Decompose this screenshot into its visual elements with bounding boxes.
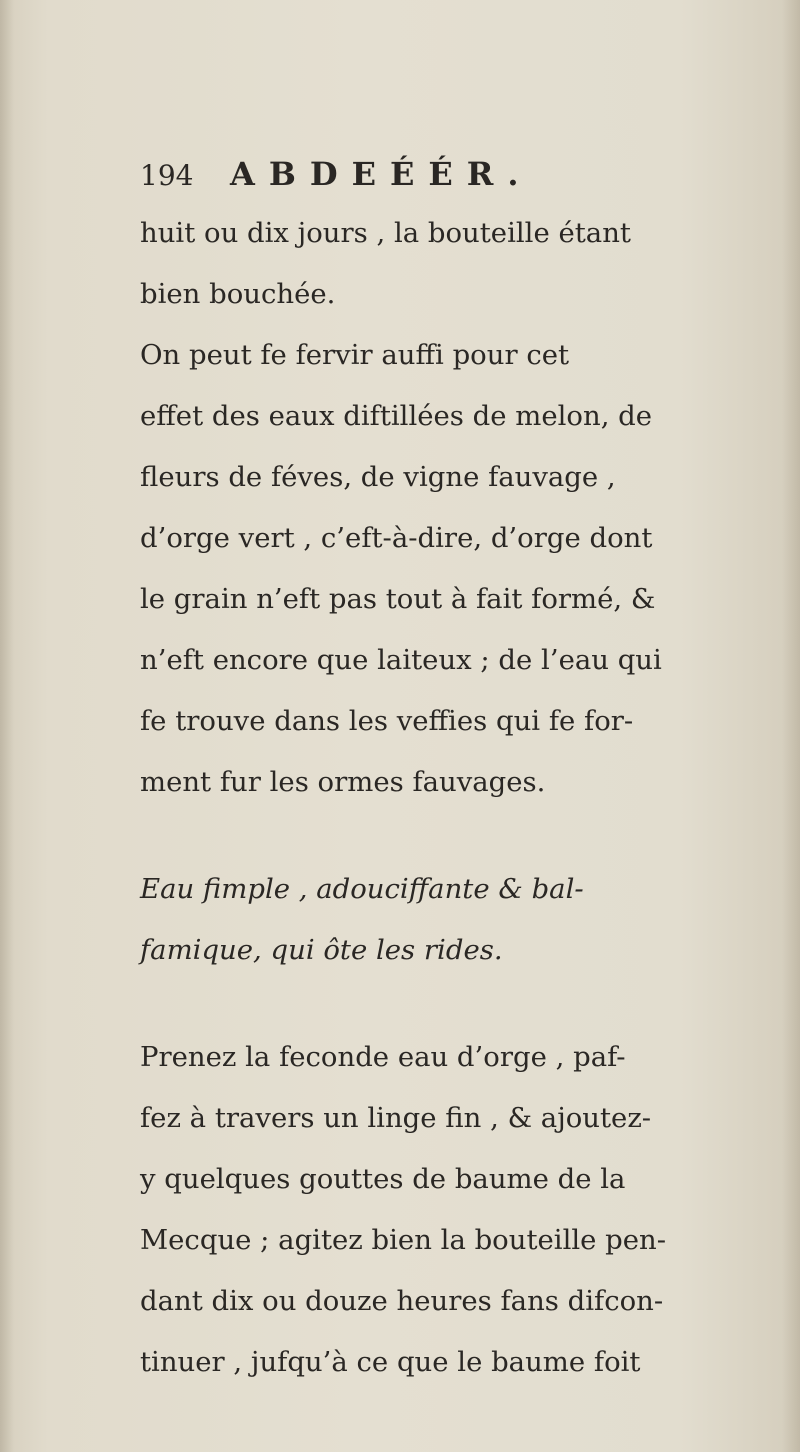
text-line: n’eft encore que laiteux ; de l’eau qui (140, 644, 662, 676)
text-line: fe trouve dans les veffies qui fe for- (140, 705, 634, 737)
text-line: ment fur les ormes fauvages. (140, 766, 546, 798)
text-line: le grain n’eft pas tout à fait formé, & (140, 583, 656, 615)
text-line: d’orge vert , c’eft-à-dire, d’orge dont (140, 522, 653, 554)
page-text (140, 155, 780, 1393)
page-edge-shadow-right (782, 0, 800, 1452)
text-line: Mecque ; agitez bien la bouteille pen- (140, 1224, 667, 1256)
text-line: On peut fe fervir auffi pour cet (140, 339, 570, 371)
text-line: effet des eaux diftillées de melon, de (140, 400, 653, 432)
running-title: ABDEÉÉR. (230, 155, 533, 193)
text-line: y quelques gouttes de baume de la (140, 1163, 626, 1195)
text-line: huit ou dix jours , la bouteille étant (140, 217, 631, 249)
text-line: fez à travers un linge fin , & ajoutez- (140, 1102, 652, 1134)
text-line: tinuer , jufqu’à ce que le baume foit (140, 1346, 641, 1378)
page-edge-shadow-left (0, 0, 14, 1452)
text-line: fleurs de féves, de vigne fauvage , (140, 461, 616, 493)
spacer (140, 981, 780, 1027)
paragraph-1 (140, 203, 780, 813)
text-line: Prenez la feconde eau d’orge , paf- (140, 1041, 626, 1073)
page-number: 194 (140, 159, 194, 192)
text-line: dant dix ou douze heures fans difcon- (140, 1285, 664, 1317)
text-line: bien bouchée. (140, 278, 336, 310)
spacer (140, 813, 780, 859)
section-heading (140, 859, 780, 981)
heading-line: Eau fimple , adouciffante & bal- (140, 873, 584, 905)
heading-line: famique, qui ôte les rides. (140, 934, 503, 966)
page-header (140, 155, 780, 203)
paragraph-2 (140, 1027, 780, 1393)
